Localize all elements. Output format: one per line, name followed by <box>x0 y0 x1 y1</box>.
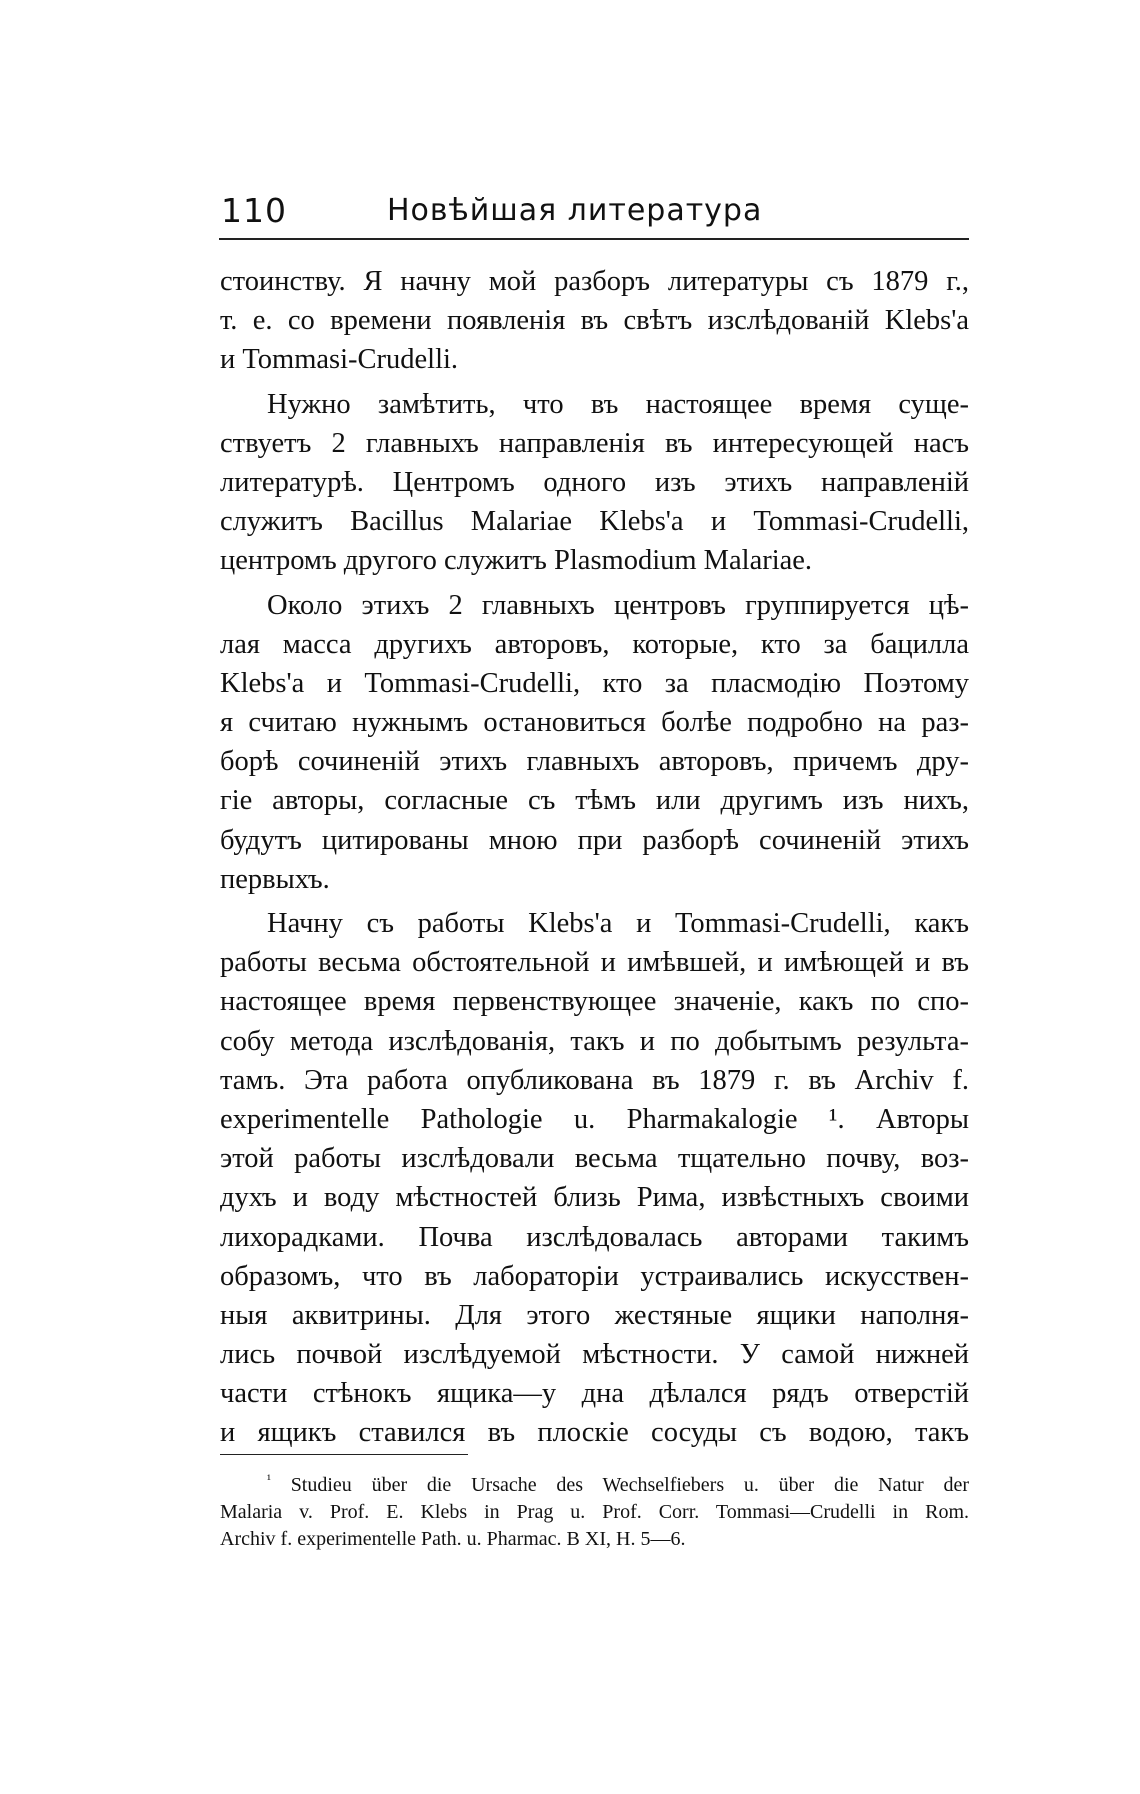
text-line: настоящее время первенствующее значеніе, какъ по спо- <box>220 986 969 1018</box>
text-line: experimentelle Pathologie u. Pharmakalogie ¹. Авторы <box>220 1103 969 1135</box>
footnote-line: Malaria v. Prof. E. Klebs in Prag u. Prof. Corr. Tommasi—Crudelli in Rom. <box>220 1501 969 1523</box>
footnote-line <box>220 1472 969 1499</box>
text-line: лая масса другихъ авторовъ, которые, кто за бацилла <box>220 628 969 660</box>
footnote <box>220 1472 969 1553</box>
text-line: и Tommasi-Crudelli. <box>220 344 459 376</box>
footnote-marker: ¹ <box>267 1471 271 1487</box>
text-line: стоинству. Я начну мой разборъ литературы съ 1879 г., <box>220 266 969 297</box>
footnote-rule <box>220 1454 468 1455</box>
text-line: образомъ, что въ лабораторіи устраивались искусствен- <box>220 1260 969 1292</box>
text-line: Начну съ работы Klebs'a и Tommasi-Crudelli, какъ <box>267 908 969 939</box>
text-line: гіе авторы, согласные съ тѣмъ или другимъ изъ нихъ, <box>220 785 969 817</box>
text-line: духъ и воду мѣстностей близь Рима, извѣстныхъ своими <box>220 1182 969 1214</box>
text-line: ныя аквитрины. Для этого жестяные ящики наполня- <box>220 1299 969 1331</box>
text-line: тамъ. Эта работа опубликована въ 1879 г. въ Archiv f. <box>220 1064 969 1096</box>
text-line: лихорадками. Почва изслѣдовалась авторами такимъ <box>220 1221 969 1253</box>
text-line: служитъ Bacillus Malariae Klebs'a и Tommasi-Crudelli, <box>220 506 969 538</box>
body-text <box>220 262 969 1458</box>
text-line: работы весьма обстоятельной и имѣвшей, и имѣющей и въ <box>220 947 969 979</box>
footnote-text: Studieu über die Ursache des Wechselfiebers u. über die Natur der <box>290 1474 970 1496</box>
text-line: я считаю нужнымъ остановиться болѣе подробно на раз- <box>220 707 969 739</box>
running-head <box>221 186 969 236</box>
header-rule <box>219 238 969 240</box>
text-line: Klebs'a и Tommasi-Crudelli, кто за пласмодію Поэтому <box>220 667 969 699</box>
footnote-line: Archiv f. experimentelle Path. u. Pharmac. B XI, H. 5—6. <box>220 1528 686 1550</box>
text-line: Около этихъ 2 главныхъ центровъ группируется цѣ- <box>267 589 969 621</box>
text-line: собу метода изслѣдованія, такъ и по добытымъ результа- <box>220 1025 969 1057</box>
paragraph-1 <box>220 262 969 380</box>
text-line: и ящикъ ставился въ плоскіе сосуды съ водою, такъ <box>220 1417 969 1449</box>
text-line: центромъ другого служитъ Plasmodium Malariae. <box>220 545 813 577</box>
text-line: ствуетъ 2 главныхъ направленія въ интересующей насъ <box>220 427 969 459</box>
text-line: борѣ сочиненій этихъ главныхъ авторовъ, причемъ дру- <box>220 746 969 778</box>
text-line: литературѣ. Центромъ одного изъ этихъ направленій <box>220 466 969 498</box>
text-line: этой работы изслѣдовали весьма тщательно почву, воз- <box>220 1143 969 1175</box>
text-line: части стѣнокъ ящика—у дна дѣлался рядъ отверстій <box>220 1378 969 1410</box>
paragraph-2 <box>220 385 969 581</box>
text-line: т. е. со времени появленія въ свѣтъ изслѣдованій Klebs'a <box>220 305 969 337</box>
text-line: будутъ цитированы мною при разборѣ сочиненій этихъ <box>220 824 969 856</box>
paragraph-3 <box>220 586 969 900</box>
text-line: первыхъ. <box>220 863 330 895</box>
text-line: Нужно замѣтить, что въ настоящее время суще- <box>267 388 969 420</box>
paragraph-4 <box>220 904 969 1453</box>
page-number: 110 <box>221 191 287 230</box>
text-line: лись почвой изслѣдуемой мѣстности. У самой нижней <box>220 1339 969 1371</box>
running-head-title: Новѣйшая литература <box>387 193 763 228</box>
